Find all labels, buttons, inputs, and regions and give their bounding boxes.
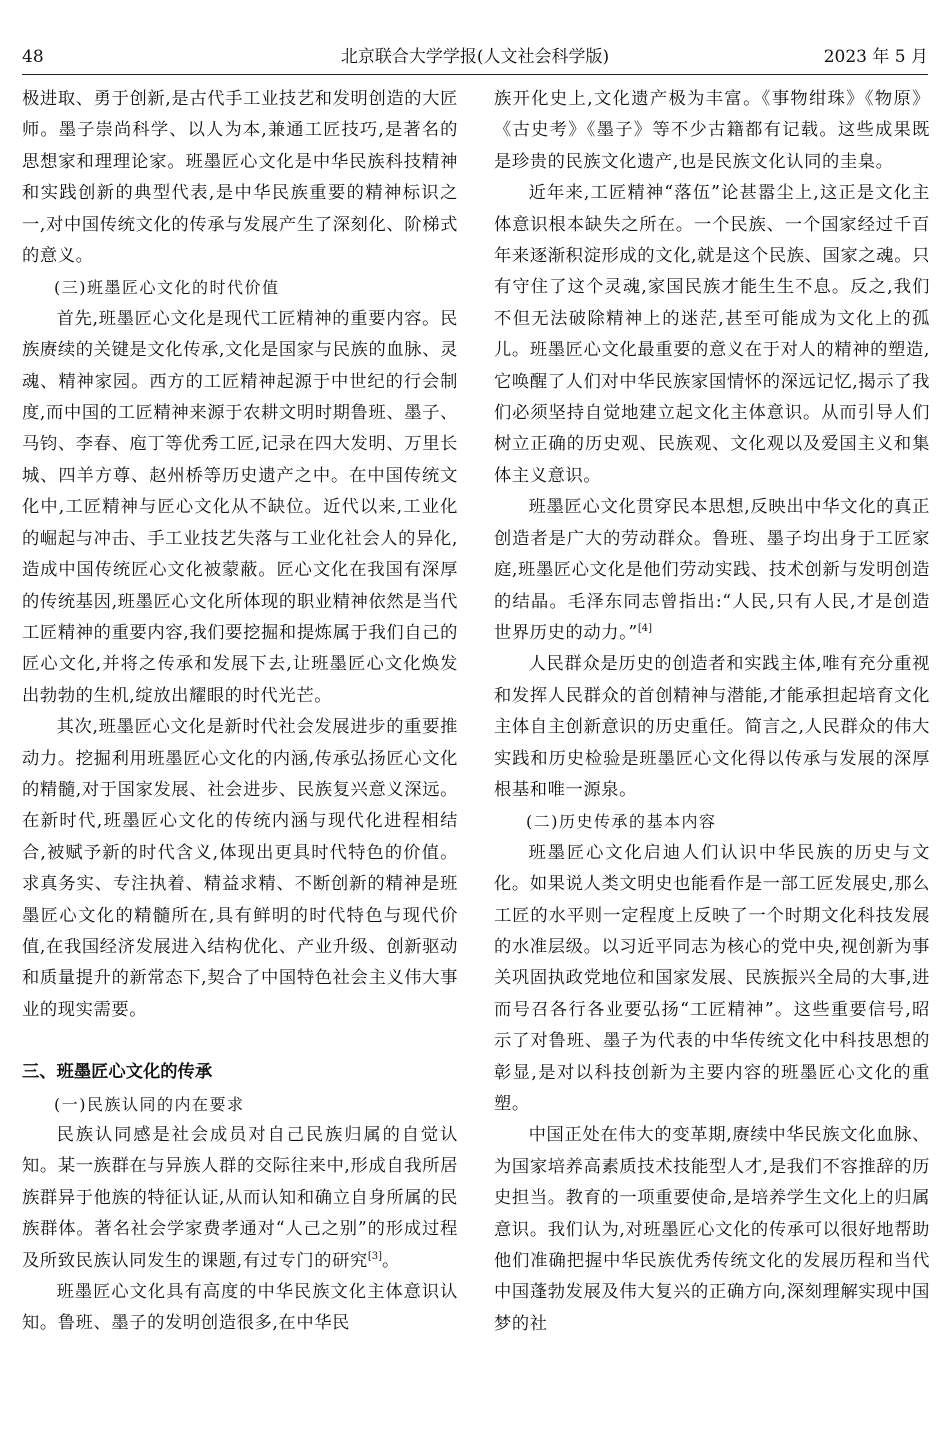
issue-date: 2023 年 5 月 <box>823 47 928 67</box>
paragraph: 首先,班墨匠心文化是现代工匠精神的重要内容。民族赓续的关键是文化传承,文化是国家与民族的血脉、灵魂、精神家园。西方的工匠精神起源于中世纪的行会制度,而中国的工匠精神来源于农耕文明时期鲁班、墨子、马钧、李春、庖丁等优秀工匠,记录在四大发明、万里长城、四羊方尊、赵州桥等历史遗产之中。在中国传统文化中,工匠精神与匠心文化从不缺位。近代以来,工业化的崛起与冲击、手工业技艺失落与工业化社会人的异化,造成中国传统匠心文化被蒙蔽。匠心文化在我国有深厚的传统基因,班墨匠心文化所体现的职业精神依然是当代工匠精神的重要内容,我们要挖掘和提炼属于我们自己的匠心文化,并将之传承和发展下去,让班墨匠心文化焕发出勃勃的生机,绽放出耀眼的时代光芒。 <box>22 308 458 706</box>
citation-ref: [4] <box>637 622 653 634</box>
paragraph: 人民群众是历史的创造者和实践主体,唯有充分重视和发挥人民群众的首创精神与潜能,才能承担起培育文化主体自主创新意识的历史重任。简言之,人民群众的伟大实践和历史检验是班墨匠心文化得以传承与发展的深厚根基和唯一源泉。 <box>494 654 930 800</box>
paragraph-text: 班墨匠心文化贯穿民本思想,反映出中华文化的真正创造者是广大的劳动群众。鲁班、墨子均出身于工匠家庭,班墨匠心文化是他们劳动实践、技术创新与发明创造的结晶。毛泽东同志曾指出:“人民,只有人民,才是创造世界历史的动力。” <box>494 497 930 643</box>
left-column <box>22 84 458 1340</box>
paragraph: 班墨匠心文化具有高度的中华民族文化主体意识认知。鲁班、墨子的发明创造很多,在中华民 <box>22 1282 458 1334</box>
paragraph: 极进取、勇于创新,是古代手工业技艺和发明创造的大匠师。墨子崇尚科学、以人为本,兼通工匠技巧,是著名的思想家和理理论家。班墨匠心文化是中华民族科技精神和实践创新的典型代表,是中华民族重要的精神标识之一,对中国传统文化的传承与发展产生了深刻化、阶梯式的意义。 <box>22 89 458 267</box>
paragraph: 族开化史上,文化遗产极为丰富。《事物绀珠》《物原》《古史考》《墨子》等不少古籍都有记载。这些成果既是珍贵的民族文化遗产,也是民族文化认同的圭臬。 <box>494 89 930 172</box>
subsection-heading: (三)班墨匠心文化的时代价值 <box>54 278 280 298</box>
subsection-heading: (二)历史传承的基本内容 <box>526 812 717 832</box>
subsection-heading: (一)民族认同的内在要求 <box>54 1094 245 1114</box>
paragraph-text: 民族认同感是社会成员对自己民族归属的自觉认知。某一族群在与异族人群的交际往来中,形成自我所居族群异于他族的特征认证,从而认知和确立自身所属的民族群体。著名社会学家费孝通对“人己之别”的形成过程及所致民族认同发生的课题,有过专门的研究 <box>22 1125 458 1271</box>
page-number: 48 <box>22 47 44 67</box>
citation-ref: [3] <box>367 1250 383 1262</box>
journal-title: 北京联合大学学报(人文社会科学版) <box>340 47 610 67</box>
paragraph <box>494 492 930 649</box>
paragraph: 其次,班墨匠心文化是新时代社会发展进步的重要推动力。挖掘利用班墨匠心文化的内涵,传承弘扬匠心文化的精髓,对于国家发展、社会进步、民族复兴意义深远。在新时代,班墨匠心文化的传统内涵与现代化进程相结合,被赋予新的时代含义,体现出更具时代特色的价值。求真务实、专注执着、精益求精、不断创新的精神是班墨匠心文化的精髓所在,具有鲜明的时代特色与现代价值,在我国经济发展进入结构优化、产业升级、创新驱动和质量提升的新常态下,契合了中国特色社会主义伟大事业的现实需要。 <box>22 717 458 1020</box>
paragraph: 近年来,工匠精神“落伍”论甚嚣尘上,这正是文化主体意识根本缺失之所在。一个民族、一个国家经过千百年来逐渐积淀形成的文化,就是这个民族、国家之魂。只有守住了这个灵魂,家国民族才能生生不息。反之,我们不但无法破除精神上的迷茫,甚至可能成为文化上的孤儿。班墨匠心文化最重要的意义在于对人的精神的塑造,它唤醒了人们对中华民族家国情怀的深远记忆,揭示了我们必须坚持自觉地建立起文化主体意识。从而引导人们树立正确的历史观、民族观、文化观以及爱国主义和集体主义意识。 <box>494 183 930 486</box>
right-column <box>494 84 930 1340</box>
paragraph: 班墨匠心文化启迪人们认识中华民族的历史与文化。如果说人类文明史也能看作是一部工匠发展史,那么工匠的水平则一定程度上反映了一个时期文化科技发展的水准层级。以习近平同志为核心的党中央,视创新为事关巩固执政党地位和国家发展、民族振兴全局的大事,进而号召各行各业要弘扬“工匠精神”。这些重要信号,昭示了对鲁班、墨子为代表的中华传统文化中科技思想的彰显,是对以科技创新为主要内容的班墨匠心文化的重塑。 <box>494 842 930 1114</box>
running-header <box>22 40 928 75</box>
paragraph-end: 。 <box>382 1250 400 1271</box>
paragraph <box>22 1120 458 1277</box>
paragraph: 中国正处在伟大的变革期,赓续中华民族文化血脉、为国家培养高素质技术技能型人才,是我们不容推辞的历史担当。教育的一项重要使命,是培养学生文化上的归属意识。我们认为,对班墨匠心文化的传承可以很好地帮助他们准确把握中华民族优秀传统文化的发展历程和当代中国蓬勃发展及伟大复兴的正确方向,深刻理解实现中国梦的社 <box>494 1125 930 1334</box>
section-heading: 三、班墨匠心文化的传承 <box>22 1062 213 1083</box>
